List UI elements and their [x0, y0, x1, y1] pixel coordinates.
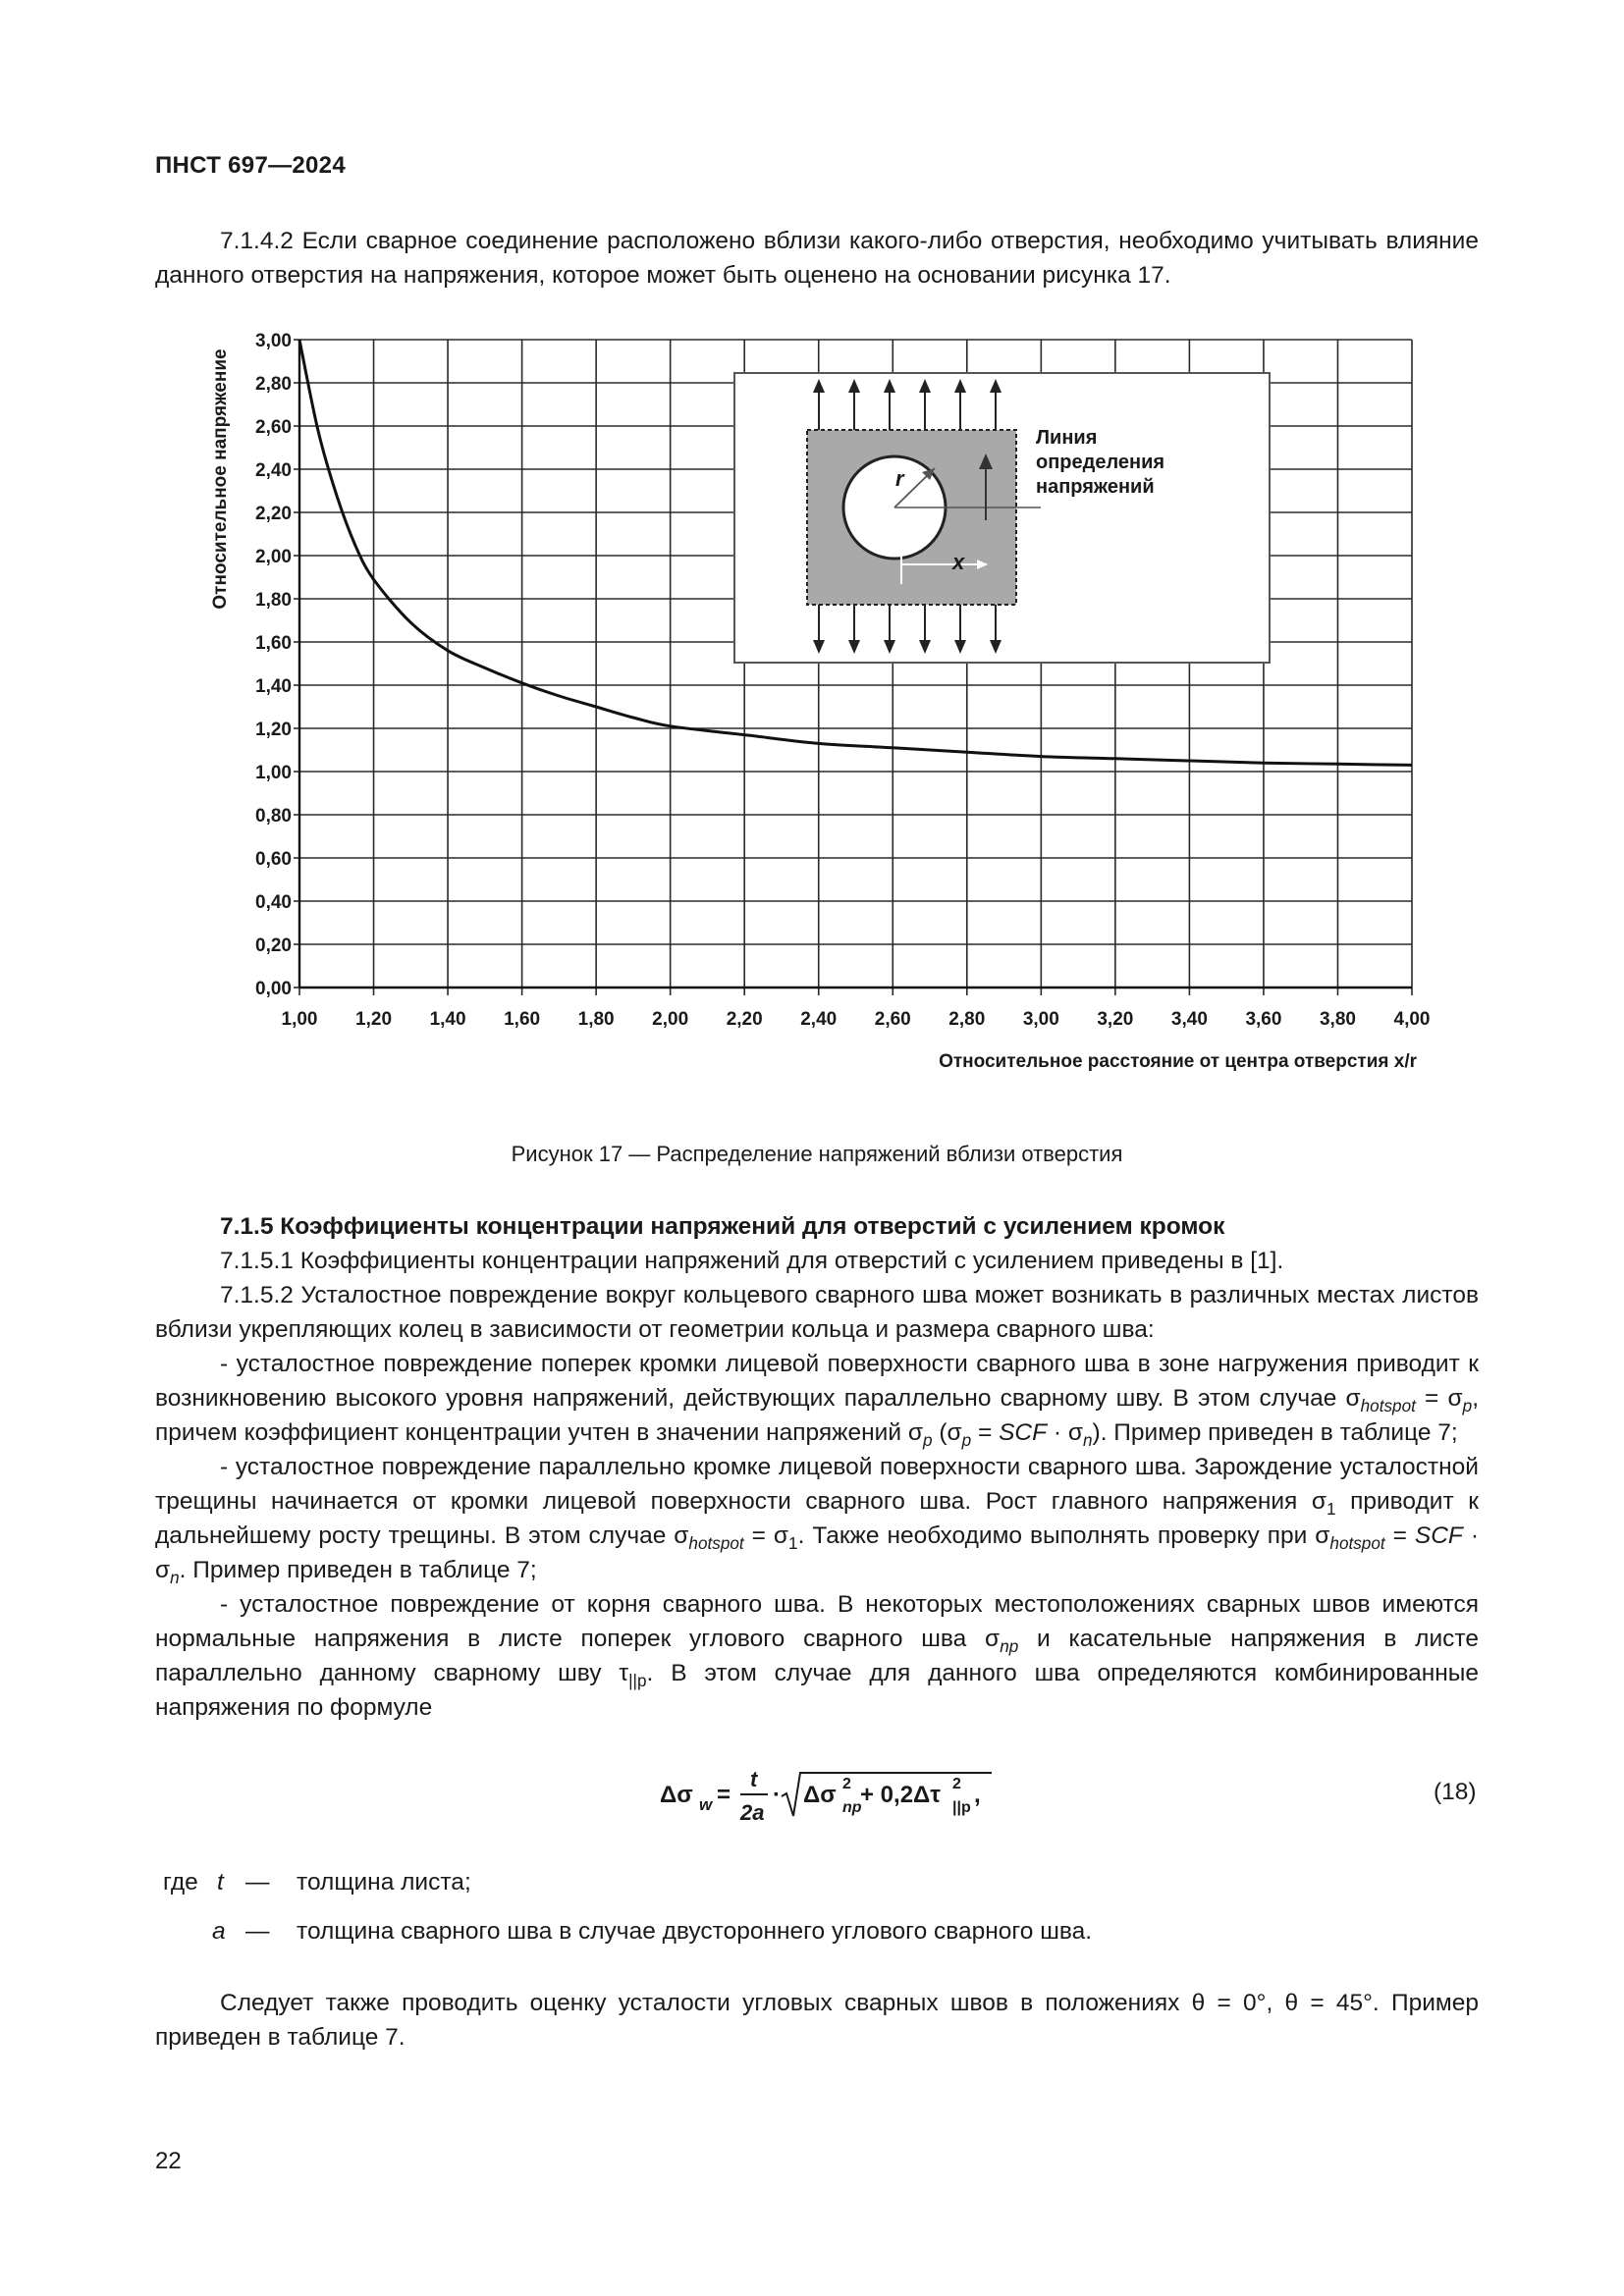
x-tick-label: 2,60	[874, 1009, 911, 1030]
svg-text:t: t	[750, 1767, 758, 1791]
y-axis-label: Относительное напряжение	[210, 348, 231, 610]
stress-chart	[0, 0, 1624, 1139]
paragraph-7-1-5-1: 7.1.5.1 Коэффициенты концентрации напряжений для отверстий с усилением приведены в [1].	[220, 1248, 1284, 1274]
x-tick-label: 1,40	[429, 1009, 466, 1030]
x-tick-label: 1,60	[504, 1009, 541, 1030]
x-tick-label: 2,40	[800, 1009, 838, 1030]
y-tick-label: 2,40	[255, 460, 292, 481]
y-tick-label: 0,20	[255, 935, 292, 956]
bullet-3: - усталостное повреждение от корня сварного шва. В некоторых местоположениях сварных швов имеются нормальные напряжения в листе поперек углового сварного шва $\sigma_{np}$ и касательные напряжения в листе параллельно данному сварному шву $\tau_{||p}$. В этом случае для данного шва определяются комбинированные напряжения по формуле	[155, 1591, 1479, 1721]
closing-paragraph: Следует также проводить оценку усталости угловых сварных швов в положениях θ = 0°, θ = 45°. Пример приведен в таблице 7.	[155, 1990, 1479, 2051]
page-number: 22	[155, 2148, 182, 2174]
bullet-1: - усталостное повреждение поперек кромки лицевой поверхности сварного шва в зоне нагружения приводит к возникновению высокого уровня напряжений, действующих параллельно сварному шву. В этом случае $\sigma_{hotspot} = \sigma_p$, причем коэффициент концентрации учтен в значении напряжений $\sigma_p$ ($\sigma_p$ = SCF · $\sigma_n$). Пример приведен в таблице 7;	[155, 1351, 1479, 1450]
svg-text:Δσ: Δσ	[803, 1782, 837, 1808]
intro-paragraph: 7.1.4.2 Если сварное соединение расположено вблизи какого-либо отверстия, необходимо учитывать влияние данного отверстия на напряжения, которое может быть оценено на основании рисунка 17.	[155, 228, 1479, 289]
x-tick-label: 3,40	[1170, 1009, 1208, 1030]
where-dash-2: —	[245, 1918, 270, 1945]
section-title: 7.1.5 Коэффициенты концентрации напряжений для отверстий с усилением кромок	[220, 1213, 1225, 1240]
y-tick-label: 0,80	[255, 806, 292, 827]
paragraph-7-1-5-2: 7.1.5.2 Усталостное повреждение вокруг кольцевого сварного шва может возникать в различных местах листов вблизи укрепляющих колец в зависимости от геометрии кольца и размера сварного шва:	[155, 1282, 1479, 1343]
svg-text:np: np	[842, 1799, 862, 1816]
svg-text:,: ,	[974, 1782, 981, 1808]
equation-number: (18)	[1434, 1779, 1477, 1805]
y-tick-label: 1,20	[255, 720, 292, 740]
y-tick-label: 3,00	[255, 331, 292, 351]
y-tick-label: 2,00	[255, 547, 292, 567]
bullet-2: - усталостное повреждение параллельно кромке лицевой поверхности сварного шва. Зарождение усталостной трещины начинается от кромки лицевой поверхности сварного шва. Рост главного напряжения $\sigma_1$ приводит к дальнейшему росту трещины. В этом случае $\sigma_{hotspot} = \sigma_1$. Также необходимо выполнять проверку при $\sigma_{hotspot}$ = SCF · $\sigma_n$. Пример приведен в таблице 7;	[155, 1454, 1479, 1587]
svg-text:=: =	[717, 1782, 731, 1808]
y-tick-label: 2,20	[255, 504, 292, 524]
where-desc-t: толщина листа;	[297, 1869, 471, 1896]
section-body	[155, 1209, 1479, 1725]
x-tick-label: 3,80	[1319, 1009, 1356, 1030]
x-tick-label: 1,80	[577, 1009, 615, 1030]
inset-label-r: r	[895, 466, 904, 491]
formula-18	[658, 1757, 992, 1826]
x-tick-label: 2,80	[948, 1009, 986, 1030]
chart-inset	[734, 373, 1270, 663]
where-desc-a: толщина сварного шва в случае двустороннего углового сварного шва.	[297, 1918, 1093, 1945]
inset-annotation-line1: Линия	[1036, 427, 1098, 449]
x-tick-label: 3,00	[1022, 1009, 1059, 1030]
svg-text:Δσ: Δσ	[660, 1782, 693, 1808]
svg-text:w: w	[699, 1795, 713, 1814]
y-tick-label: 1,80	[255, 590, 292, 611]
inset-label-x: x	[952, 550, 965, 574]
x-tick-label: 4,00	[1393, 1009, 1431, 1030]
x-tick-label: 1,20	[355, 1009, 393, 1030]
inset-annotation-line3: напряжений	[1036, 476, 1155, 498]
y-tick-label: 1,60	[255, 633, 292, 654]
y-tick-label: 1,40	[255, 676, 292, 697]
document-header: ПНСТ 697—2024	[155, 152, 346, 179]
figure-caption: Рисунок 17 — Распределение напряжений вблизи отверстия	[511, 1142, 1123, 1166]
x-tick-label: 3,20	[1097, 1009, 1134, 1030]
svg-text:2: 2	[952, 1776, 961, 1792]
x-tick-label: 3,60	[1245, 1009, 1282, 1030]
where-intro: где	[163, 1869, 198, 1896]
svg-text:·: ·	[773, 1782, 781, 1808]
svg-text:2a: 2a	[740, 1800, 765, 1825]
svg-text:+ 0,2Δτ: + 0,2Δτ	[860, 1782, 942, 1808]
where-symbol-t: t	[217, 1869, 224, 1896]
x-axis-label: Относительное расстояние от центра отверстия x/r	[939, 1051, 1417, 1072]
inset-annotation-line2: определения	[1036, 452, 1165, 473]
x-tick-label: 1,00	[281, 1009, 318, 1030]
y-tick-label: 1,00	[255, 763, 292, 783]
svg-text:||p: ||p	[952, 1799, 971, 1816]
where-symbol-a: a	[212, 1918, 226, 1945]
svg-text:2: 2	[842, 1776, 851, 1792]
y-tick-label: 2,80	[255, 374, 292, 395]
y-tick-label: 0,00	[255, 979, 292, 999]
y-tick-label: 0,40	[255, 892, 292, 913]
y-tick-label: 0,60	[255, 849, 292, 870]
x-tick-label: 2,20	[726, 1009, 763, 1030]
x-tick-label: 2,00	[652, 1009, 689, 1030]
y-tick-label: 2,60	[255, 417, 292, 438]
where-dash-1: —	[245, 1869, 270, 1896]
